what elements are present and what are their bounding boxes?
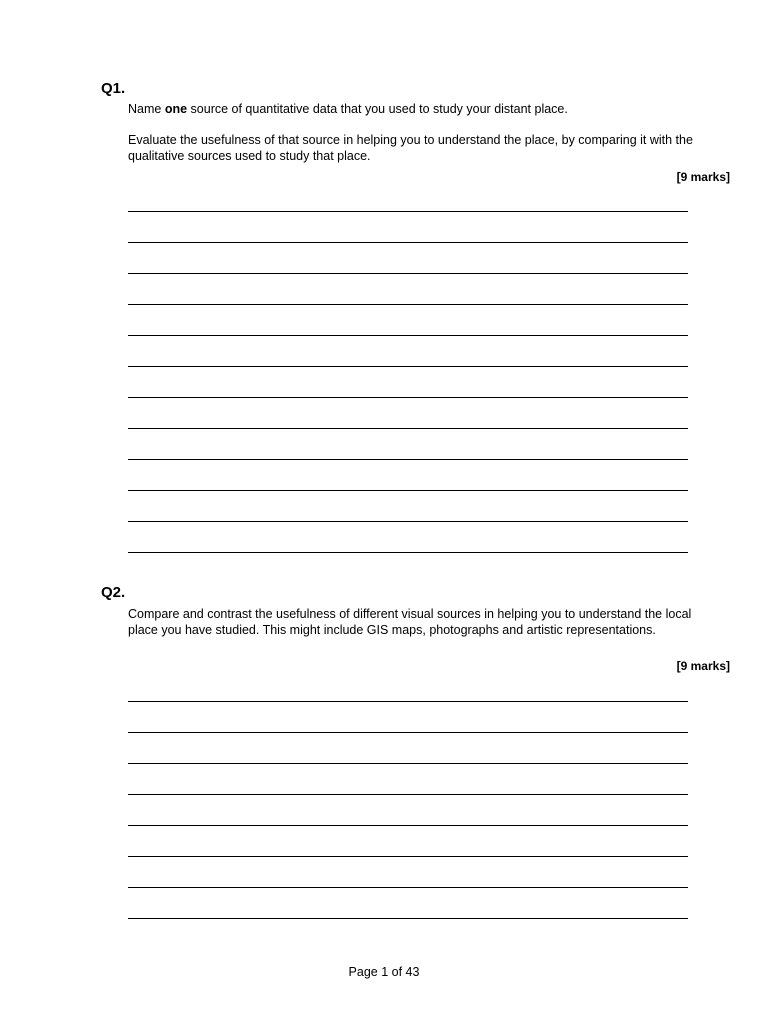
question-1-instruction: Evaluate the usefulness of that source in helping you to understand the place, by comparing it with the qualitative sources used to study that place. <box>128 133 693 163</box>
answer-line[interactable] <box>128 242 688 243</box>
answer-line[interactable] <box>128 732 688 733</box>
question-1-answer-lines[interactable] <box>128 211 688 553</box>
question-1-marks: [9 marks] <box>676 170 730 184</box>
question-2-prompt: Compare and contrast the usefulness of different visual sources in helping you to understand the local place you have studied. This might include GIS maps, photographs and artistic representations. <box>128 607 692 637</box>
answer-line[interactable] <box>128 825 688 826</box>
answer-line[interactable] <box>128 763 688 764</box>
answer-line[interactable] <box>128 273 688 274</box>
answer-line[interactable] <box>128 335 688 336</box>
answer-line[interactable] <box>128 459 688 460</box>
answer-line[interactable] <box>128 397 688 398</box>
answer-line[interactable] <box>128 304 688 305</box>
question-1-prompt-emphasis: one <box>164 102 188 116</box>
answer-line[interactable] <box>128 366 688 367</box>
question-2-marks: [9 marks] <box>676 659 730 673</box>
answer-line[interactable] <box>128 794 688 795</box>
answer-line[interactable] <box>128 428 688 429</box>
answer-line[interactable] <box>128 887 688 888</box>
answer-line[interactable] <box>128 918 688 919</box>
answer-line[interactable] <box>128 701 688 702</box>
answer-line[interactable] <box>128 856 688 857</box>
answer-line[interactable] <box>128 211 688 212</box>
question-2-number: Q2. <box>101 584 126 601</box>
question-1-prompt-start: Name <box>128 102 165 116</box>
answer-line[interactable] <box>128 552 688 553</box>
question-1-prompt <box>128 101 698 117</box>
question-2-answer-lines[interactable] <box>128 701 688 919</box>
question-1-number: Q1. <box>101 80 126 97</box>
answer-line[interactable] <box>128 521 688 522</box>
question-1-prompt-end: source of quantitative data that you used to study your distant place. <box>187 102 568 116</box>
answer-line[interactable] <box>128 490 688 491</box>
page-number: Page 1 of 43 <box>348 965 420 979</box>
page-footer <box>0 965 768 979</box>
